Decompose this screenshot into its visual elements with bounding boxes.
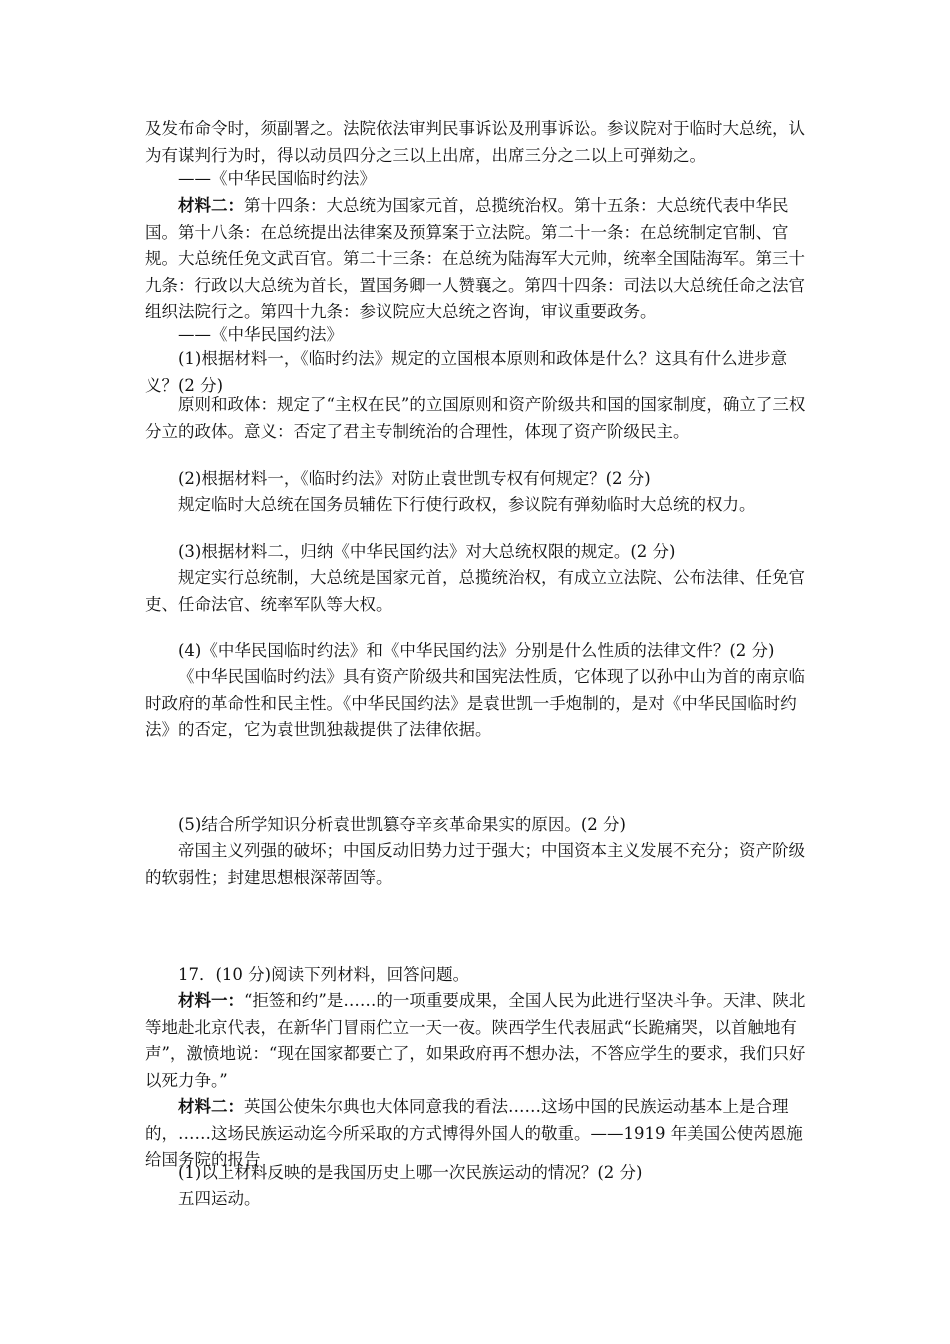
- answer-5: 帝国主义列强的破坏；中国反动旧势力过于强大；中国资本主义发展不充分；资产阶级的软弱性；封建思想根深蒂固等。: [145, 841, 805, 887]
- question-5: (5)结合所学知识分析袁世凯篡夺辛亥革命果实的原因。(2 分): [178, 815, 626, 834]
- q17-material1-text: “拒签和约”是……的一项重要成果，全国人民为此进行坚决斗争。天津、陕北等地赴北京代表，在新华门冒雨伫立一天一夜。陕西学生代表屈武“长跪痛哭，以首触地有声”，激愤地说：“现在国家都要亡了，如果政府再不想办法，不答应学生的要求，我们只好以死力争。”: [145, 991, 806, 1090]
- question-2: (2)根据材料一，《临时约法》对防止袁世凯专权有何规定？(2 分): [178, 469, 651, 488]
- question-3: (3)根据材料二，归纳《中华民国约法》对大总统权限的规定。(2 分): [178, 542, 676, 561]
- material2-source: ——《中华民国约法》: [178, 325, 343, 344]
- material1-tail: 及发布命令时，须副署之。法院依法审判民事诉讼及刑事诉讼。参议院对于临时大总统，认为有谋判行为时，得以动员四分之三以上出席，出席三分之二以上可弹劾之。: [145, 119, 805, 165]
- question-1: (1)根据材料一，《临时约法》规定的立国根本原则和政体是什么？这具有什么进步意义？(2 分): [145, 349, 788, 395]
- answer-3: 规定实行总统制，大总统是国家元首，总揽统治权，有成立立法院、公布法律、任免官吏、任命法官、统率军队等大权。: [145, 568, 805, 614]
- answer-2: 规定临时大总统在国务员辅佐下行使行政权，参议院有弹劾临时大总统的权力。: [178, 495, 756, 514]
- answer-1: 原则和政体：规定了“主权在民”的立国原则和资产阶级共和国的国家制度，确立了三权分立的政体。意义：否定了君主专制统治的合理性，体现了资产阶级民主。: [145, 395, 806, 441]
- material2-text: 第十四条：大总统为国家元首，总揽统治权。第十五条：大总统代表中华民国。第十八条：在总统提出法律案及预算案于立法院。第二十一条：在总统制定官制、官规。大总统任免文武百官。第二十三条：在总统为陆海军大元帅，统率全国陆海军。第三十九条：行政以大总统为首长，置国务卿一人赞襄之。第四十四条：司法以大总统任命之法官组织法院行之。第四十九条：参议院应大总统之咨询，审议重要政务。: [145, 196, 805, 321]
- question-4: (4)《中华民国临时约法》和《中华民国约法》分别是什么性质的法律文件？(2 分): [178, 641, 775, 660]
- q17-answer-1: 五四运动。: [178, 1189, 261, 1208]
- q17-question-1: (1)以上材料反映的是我国历史上哪一次民族运动的情况？(2 分): [178, 1163, 643, 1182]
- question17-header: 17．(10 分)阅读下列材料，回答问题。: [178, 965, 470, 984]
- answer-4: 《中华民国临时约法》具有资产阶级共和国宪法性质，它体现了以孙中山为首的南京临时政府的革命性和民主性。《中华民国约法》是袁世凯一手炮制的，是对《中华民国临时约法》的否定，它为袁世凯独裁提供了法律依据。: [145, 667, 805, 739]
- material1-source: ——《中华民国临时约法》: [178, 169, 376, 188]
- material2-label: 材料二：: [178, 196, 244, 215]
- q17-material1: [145, 988, 810, 1094]
- q17-material1-label: 材料一：: [178, 991, 244, 1010]
- q17-material2-label: 材料二：: [178, 1097, 244, 1116]
- material2: [145, 193, 810, 326]
- q17-material2-text: 英国公使朱尔典也大体同意我的看法……这场中国的民族运动基本上是合理的，……这场民族运动迄今所采取的方式博得外国人的敬重。——1919 年美国公使芮恩施给国务院的报告: [145, 1097, 803, 1169]
